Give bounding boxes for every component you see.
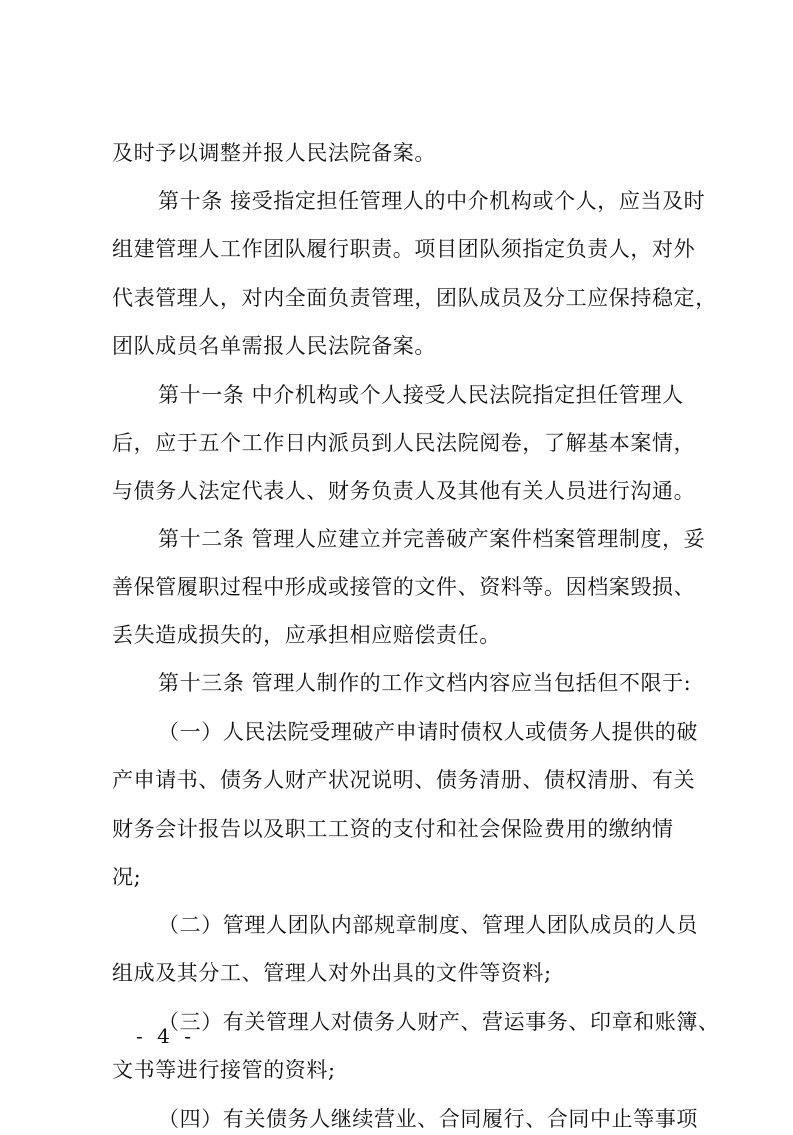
text-line: 与债务人法定代表人、财务负责人及其他有关人员进行沟通。: [112, 479, 696, 503]
text-line: 丢失造成损失的，应承担相应赔偿责任。: [112, 623, 501, 647]
text-line: 善保管履职过程中形成或接管的文件、资料等。因档案毁损、: [112, 575, 696, 599]
text-line: 产申请书、债务人财产状况说明、债务清册、债权清册、有关: [112, 768, 696, 792]
article-11-heading-line: 第十一条 中介机构或个人接受人民法院指定担任管理人: [158, 383, 684, 407]
text-line: 文书等进行接管的资料;: [112, 1058, 336, 1082]
item-1-line: （一）人民法院受理破产申请时债权人或债务人提供的破: [158, 720, 698, 744]
article-10-heading-line: 第十条 接受指定担任管理人的中介机构或个人，应当及时: [158, 189, 706, 213]
text-line: 及时予以调整并报人民法院备案。: [112, 141, 436, 165]
article-12-heading-line: 第十二条 管理人应建立并完善破产案件档案管理制度，妥: [158, 527, 706, 551]
page-number: - 4 -: [136, 1024, 195, 1048]
article-13-heading-line: 第十三条 管理人制作的工作文档内容应当包括但不限于:: [158, 671, 692, 695]
text-line: 组建管理人工作团队履行职责。项目团队须指定负责人，对外: [112, 237, 696, 261]
text-line: 财务会计报告以及职工工资的支付和社会保险费用的缴纳情: [112, 817, 674, 841]
text-line: 组成及其分工、管理人对外出具的文件等资料;: [112, 961, 552, 985]
text-line: 团队成员名单需报人民法院备案。: [112, 334, 436, 358]
item-2-line: （二）管理人团队内部规章制度、管理人团队成员的人员: [158, 913, 698, 937]
text-line: 后，应于五个工作日内派员到人民法院阅卷，了解基本案情，: [112, 431, 696, 455]
text-line: 代表管理人，对内全面负责管理，团队成员及分工应保持稳定，: [112, 286, 717, 310]
item-3-line: （三）有关管理人对债务人财产、营运事务、印章和账簿、: [158, 1010, 720, 1034]
text-line: 况;: [112, 865, 142, 889]
item-4-line: （四）有关债务人继续营业、合同履行、合同中止等事项: [158, 1107, 698, 1131]
